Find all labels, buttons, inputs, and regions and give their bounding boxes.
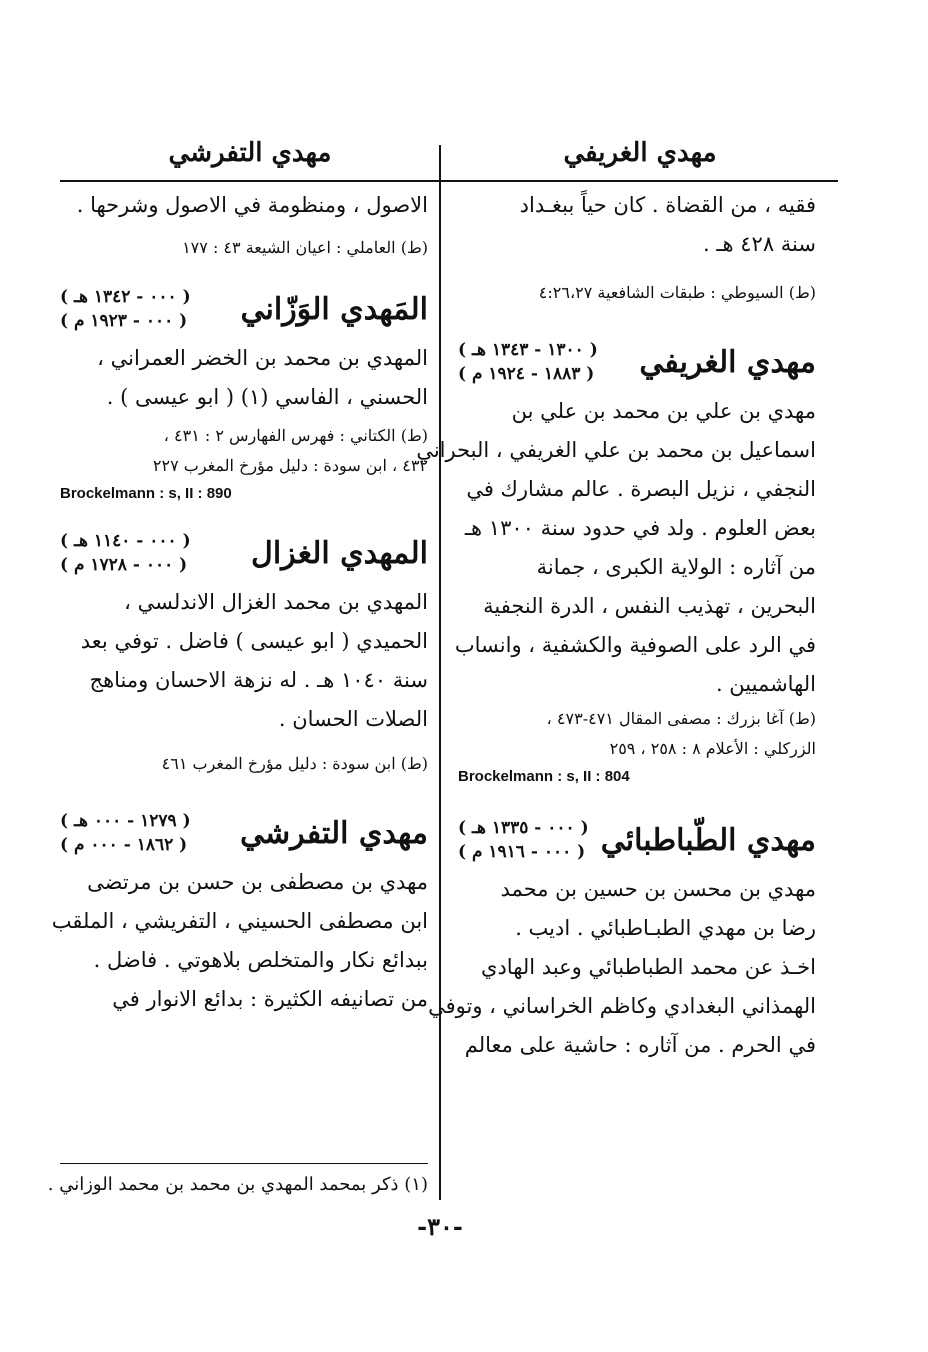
entry-dates [458,816,589,864]
entry-heading [60,529,428,577]
body-line: النجفي ، نزيل البصرة . عالم مشارك في [466,477,816,501]
body-line: ابن مصطفى الحسيني ، التفريشي ، الملقب [51,909,428,933]
source-reference: الزركلي : الأعلام ٨ : ٢٥٨ ، ٢٥٩ [609,739,816,758]
entry-heading [458,816,816,864]
body-line: بعض العلوم . ولد في حدود سنة ١٣٠٠ هـ [464,516,816,540]
body-line: اسماعيل بن محمد بن علي الغريفي ، البحراني [416,438,816,462]
entry-name: مهدي الغريفي [639,344,816,380]
gregorian-date: ( ١٨٨٣ - ١٩٢٤ م ) [458,364,595,384]
entry-dates [458,338,598,386]
source-reference: (ط) السيوطي : طبقات الشافعية ٤:٢٦،٢٧ [538,283,816,302]
page-number: -٣٠- [417,1212,463,1241]
body-line: المهدي بن محمد بن الخضر العمراني ، [97,346,428,370]
header-rule [60,180,838,182]
body-line: في الرد على الصوفية والكشفية ، وانساب [454,633,816,657]
body-line: الحسني ، الفاسي (١) ( ابو عيسى ) . [106,385,428,409]
source-reference: ٤٣٢ ، ابن سودة : دليل مؤرخ المغرب ٢٢٧ [152,456,428,475]
body-line: الهمذاني البغدادي وكاظم الخراساني ، وتوفي [428,994,816,1018]
right-column-header: مهدي الغريفي [563,138,717,168]
gregorian-date: ( ١٨٦٢ - ٠٠٠ م ) [60,835,188,855]
hijri-date: ( ١٣٠٠ - ١٣٤٣ هـ ) [458,340,598,360]
footnote: (١) ذكر بمحمد المهدي بن محمد بن محمد الوزاني . [47,1174,428,1195]
left-column-header: مهدي التفرشي [168,138,332,168]
entry-name: مهدي التفرشي [240,815,428,851]
body-line: من تصانيفه الكثيرة : بدائع الانوار في [112,987,428,1011]
body-line: ببدائع نكار والمتخلص بلاهوتي . فاضل . [93,948,428,972]
latin-reference: Brockelmann : s, II : 804 [458,768,630,785]
entry-heading [60,809,428,857]
body-line: من آثاره : الولاية الكبرى ، جمانة [536,555,816,579]
left-column [51,186,428,1019]
footnote-rule [60,1163,428,1164]
body-line: رضا بن مهدي الطبـاطبائي . اديب . [515,916,816,940]
body-line: الهاشميين . [715,672,816,696]
entry-heading [60,285,428,333]
hijri-date: ( ١٢٧٩ - ٠٠٠ هـ ) [60,811,191,831]
entry-dates [60,809,191,857]
latin-reference: Brockelmann : s, II : 890 [60,485,232,502]
body-line: الصلات الحسان . [278,707,428,731]
hijri-date: ( ٠٠٠ - ١٣٣٥ هـ ) [458,818,589,838]
entry-name: المَهدي الوَزّاني [240,291,428,327]
entry-name: المهدي الغزال [251,535,428,571]
body-line: البحرين ، تهذيب النفس ، الدرة النجفية [483,594,816,618]
gregorian-date: ( ٠٠٠ - ١٧٢٨ م ) [60,555,188,575]
hijri-date: ( ٠٠٠ - ١٣٤٢ هـ ) [60,287,191,307]
source-reference: (ط) العاملي : اعيان الشيعة ٤٣ : ١٧٧ [182,238,428,257]
column-divider [439,145,441,1200]
right-column [416,186,816,1065]
body-line: الحميدي ( ابو عيسى ) فاضل . توفي بعد [80,629,428,653]
entry-name: مهدي الطّباطبائي [600,822,816,858]
body-line: مهدي بن مصطفى بن حسن بن مرتضى [87,870,428,894]
body-line: الاصول ، ومنظومة في الاصول وشرحها . [76,193,428,217]
gregorian-date: ( ٠٠٠ - ١٩١٦ م ) [458,842,586,862]
entry-dates [60,285,191,333]
body-line: سنة ١٠٤٠ هـ . له نزهة الاحسان ومناهج [89,668,428,692]
hijri-date: ( ٠٠٠ - ١١٤٠ هـ ) [60,531,191,551]
body-line: اخـذ عن محمد الطباطبائي وعبد الهادي [481,955,816,979]
source-reference: (ط) ابن سودة : دليل مؤرخ المغرب ٤٦١ [161,754,428,773]
entry-dates [60,529,191,577]
body-line: مهدي بن محسن بن حسين بن محمد [500,877,816,901]
body-line: في الحرم . من آثاره : حاشية على معالم [464,1033,816,1057]
body-line: مهدي بن علي بن محمد بن علي بن [511,399,816,423]
body-line: المهدي بن محمد الغزال الاندلسي ، [124,590,428,614]
body-line: فقيه ، من القضاة . كان حياً ببغـداد [519,193,816,217]
source-reference: (ط) الكتاني : فهرس الفهارس ٢ : ٤٣١ ، [163,426,428,445]
entry-heading [458,338,816,386]
gregorian-date: ( ٠٠٠ - ١٩٢٣ م ) [60,311,188,331]
body-line: سنة ٤٢٨ هـ . [703,232,816,256]
source-reference: (ط) آغا بزرك : مصفى المقال ٤٧١-٤٧٣ ، [546,709,816,728]
